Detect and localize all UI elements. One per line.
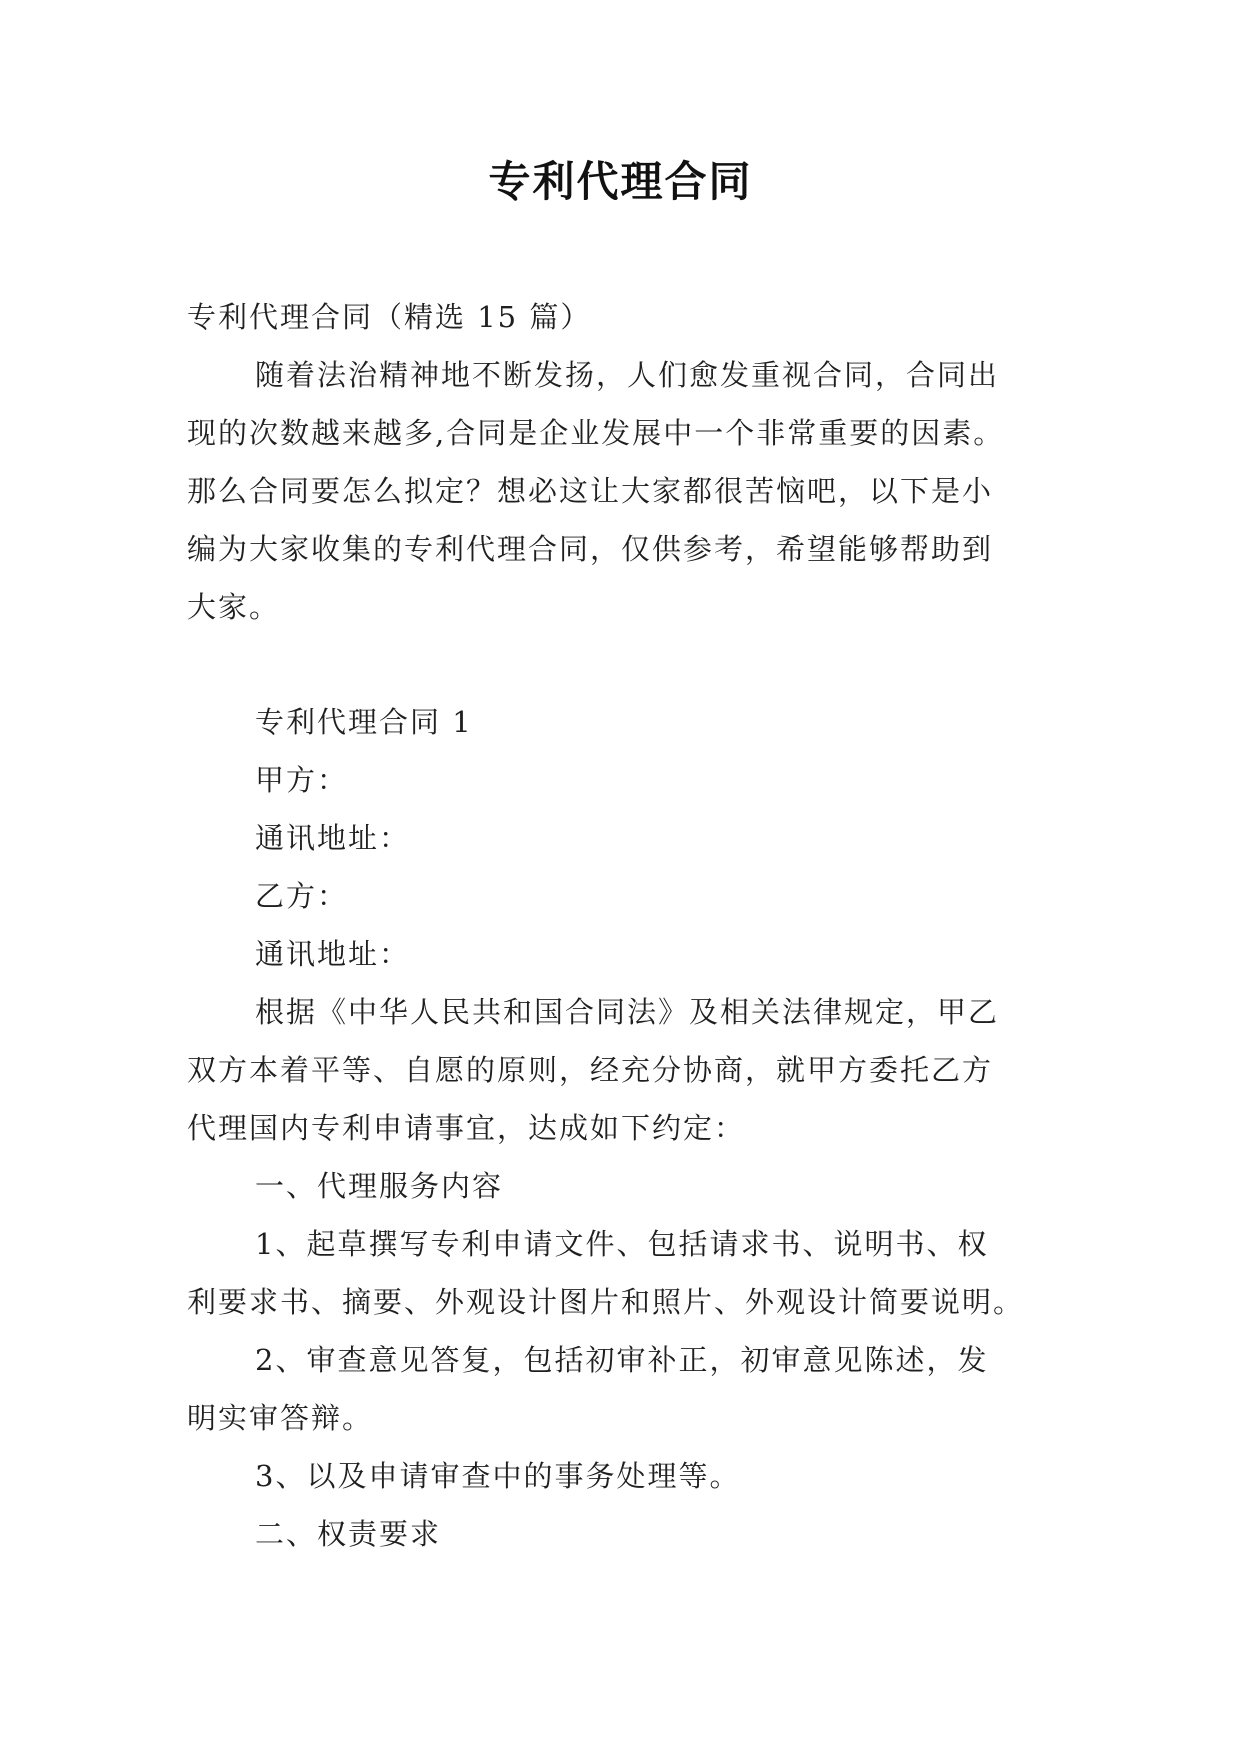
contract-heading: 专利代理合同 1: [255, 705, 473, 739]
address-a-label: 通讯地址：: [255, 821, 411, 855]
item-2-line: 2、审查意见答复，包括初审补正，初审意见陈述，发: [255, 1343, 989, 1377]
item-3: 3、以及申请审查中的事务处理等。: [255, 1459, 741, 1493]
preamble-line: 代理国内专利申请事宜，达成如下约定：: [187, 1111, 746, 1145]
preamble-line: 根据《中华人民共和国合同法》及相关法律规定，甲乙: [255, 995, 1000, 1029]
intro-paragraph-line: 随着法治精神地不断发扬，人们愈发重视合同，合同出: [255, 358, 1000, 392]
address-b-label: 通讯地址：: [255, 937, 411, 971]
preamble-line: 双方本着平等、自愿的原则，经充分协商，就甲方委托乙方: [187, 1053, 994, 1087]
party-b-label: 乙方：: [255, 879, 349, 913]
item-2-line: 明实审答辩。: [187, 1401, 374, 1435]
intro-paragraph-line: 编为大家收集的专利代理合同，仅供参考，希望能够帮助到: [187, 532, 994, 566]
intro-paragraph-line: 大家。: [187, 590, 281, 624]
intro-paragraph-line: 那么合同要怎么拟定？想必这让大家都很苦恼吧，以下是小: [187, 474, 994, 508]
intro-paragraph-line: 现的次数越来越多,合同是企业发展中一个非常重要的因素。: [187, 416, 1005, 450]
document-title: 专利代理合同: [488, 157, 753, 206]
party-a-label: 甲方：: [255, 763, 349, 797]
document-subtitle: 专利代理合同（精选 15 篇）: [187, 300, 592, 334]
section-2-title: 二、权责要求: [255, 1517, 442, 1551]
item-1-line: 利要求书、摘要、外观设计图片和照片、外观设计简要说明。: [187, 1285, 1025, 1319]
contract-section: [187, 693, 1057, 1563]
intro-section: [187, 288, 1057, 636]
item-1-line: 1、起草撰写专利申请文件、包括请求书、说明书、权: [255, 1227, 989, 1261]
section-1-title: 一、代理服务内容: [255, 1169, 504, 1203]
